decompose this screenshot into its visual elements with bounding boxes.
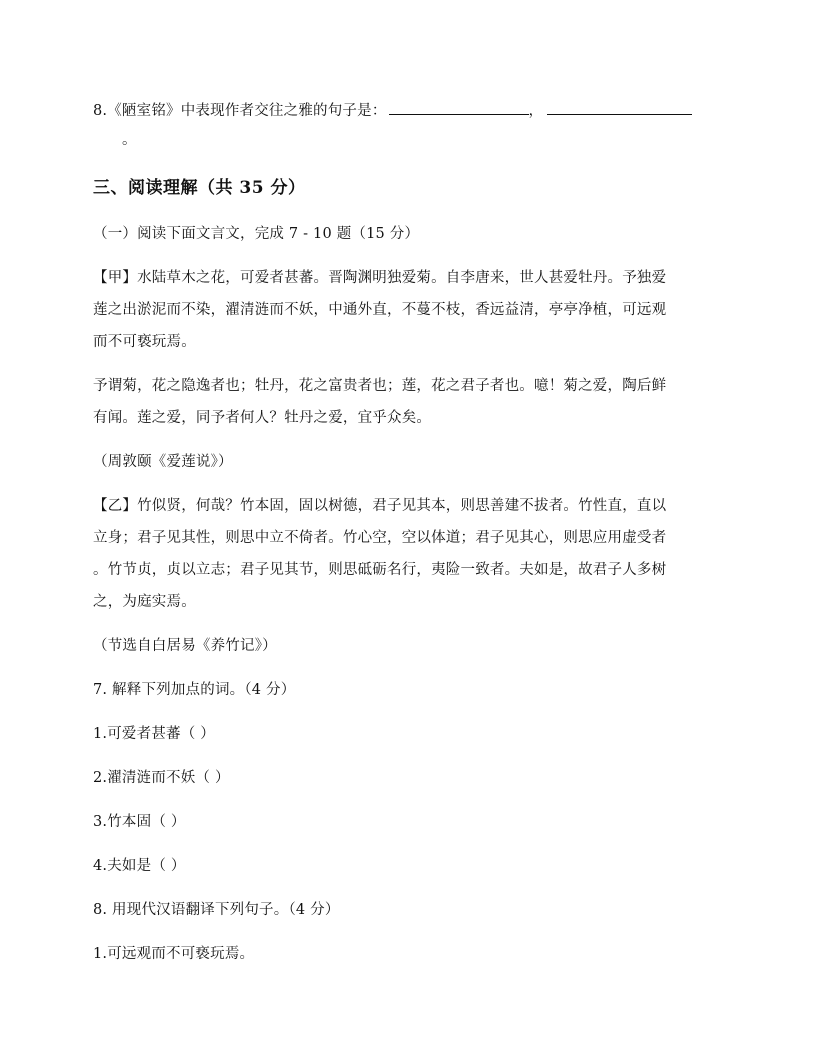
question-8-fill-blank	[93, 99, 692, 120]
passage-jia2-line-2: 有闻。莲之爱，同予者何人？牡丹之爱，宜乎众矣。	[93, 410, 432, 426]
question-7-item-4: 4.夫如是（ ）	[93, 858, 186, 874]
question-8-title: 8. 用现代汉语翻译下列句子。（4 分）	[93, 902, 340, 918]
section-3-title: 三、阅读理解（共 35 分）	[93, 178, 306, 198]
passage-yi-line-1: 【乙】竹似贤，何哉？竹本固，固以树德，君子见其本，则思善建不拔者。竹性直，直以	[93, 498, 667, 514]
blank-separator: ，	[528, 103, 544, 119]
passage-yi-line-2: 立身；君子见其性，则思中立不倚者。竹心空，空以体道；君子见其心，则思应用虚受者	[93, 530, 667, 546]
question-8-item-1: 1.可远观而不可亵玩焉。	[93, 946, 255, 962]
answer-blank-1[interactable]	[389, 100, 529, 115]
passage-jia-line-2: 莲之出淤泥而不染，濯清涟而不妖，中通外直，不蔓不枝，香远益清，亭亭净植，可远观	[93, 302, 667, 318]
answer-blank-2[interactable]	[547, 100, 692, 115]
passage-jia-line-1: 【甲】水陆草木之花，可爱者甚蕃。晋陶渊明独爱菊。自李唐来，世人甚爱牡丹。予独爱	[93, 270, 667, 286]
source-yi: （节选自白居易《养竹记》）	[93, 638, 277, 654]
question-8-period: 。	[122, 132, 137, 148]
question-7-item-2: 2.濯清涟而不妖（ ）	[93, 770, 230, 786]
passage-jia2-line-1: 予谓菊，花之隐逸者也；牡丹，花之富贵者也；莲，花之君子者也。噫！菊之爱，陶后鲜	[93, 378, 667, 394]
part-1-instructions: （一）阅读下面文言文，完成 7 - 10 题（15 分）	[93, 226, 420, 242]
passage-jia-line-3: 而不可亵玩焉。	[93, 334, 196, 350]
question-7-item-1: 1.可爱者甚蕃（ ）	[93, 726, 215, 742]
question-7-item-3: 3.竹本固（ ）	[93, 814, 186, 830]
source-jia: （周敦颐《爱莲说》）	[93, 454, 233, 470]
question-8-prompt: 8.《陋室铭》中表现作者交往之雅的句子是：	[93, 103, 387, 119]
passage-yi-line-3: 。竹节贞，贞以立志；君子见其节，则思砥砺名行，夷险一致者。夫如是，故君子人多树	[93, 562, 667, 578]
passage-yi-line-4: 之，为庭实焉。	[93, 594, 196, 610]
question-7-title: 7. 解释下列加点的词。（4 分）	[93, 682, 296, 698]
